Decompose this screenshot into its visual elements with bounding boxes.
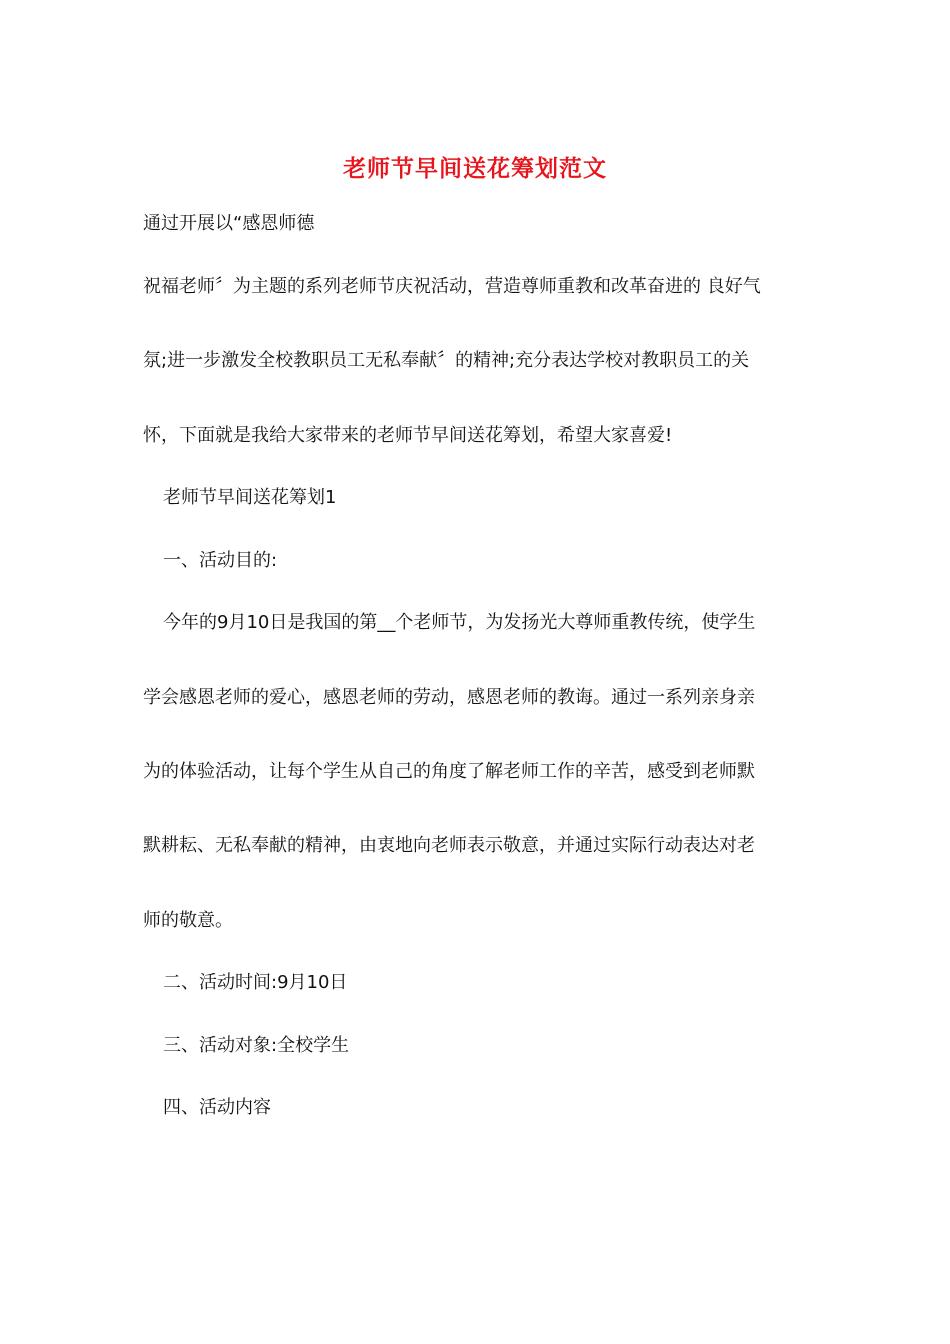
section-heading: 老师节早间送花筹划1	[163, 487, 337, 508]
paragraph-line: 今年的9月10日是我国的第__个老师节，为发扬光大尊师重教传统，使学生	[163, 612, 756, 633]
paragraph-line: 通过开展以“感恩师德	[143, 213, 315, 234]
section-heading: 三、活动对象:全校学生	[163, 1035, 350, 1056]
paragraph-line: 师的敬意。	[143, 910, 233, 931]
paragraph-line: 怀，下面就是我给大家带来的老师节早间送花筹划，希望大家喜爱!	[143, 425, 673, 446]
section-heading: 二、活动时间:9月10日	[163, 972, 348, 993]
paragraph-line: 学会感恩老师的爱心，感恩老师的劳动，感恩老师的教诲。通过一系列亲身亲	[143, 687, 755, 708]
paragraph-line: 为的体验活动，让每个学生从自己的角度了解老师工作的辛苦，感受到老师默	[143, 761, 755, 782]
document-title: 老师节早间送花筹划范文	[343, 155, 607, 182]
section-heading: 一、活动目的:	[163, 550, 278, 571]
paragraph-line: 氛;进一步激发全校教职员工无私奉献〞的精神;充分表达学校对教职员工的关	[143, 350, 750, 371]
paragraph-line: 默耕耘、无私奉献的精神，由衷地向老师表示敬意，并通过实际行动表达对老	[143, 835, 755, 856]
section-heading: 四、活动内容	[163, 1097, 271, 1118]
paragraph-line: 祝福老师〞为主题的系列老师节庆祝活动，营造尊师重教和改革奋进的 良好气	[143, 276, 761, 297]
